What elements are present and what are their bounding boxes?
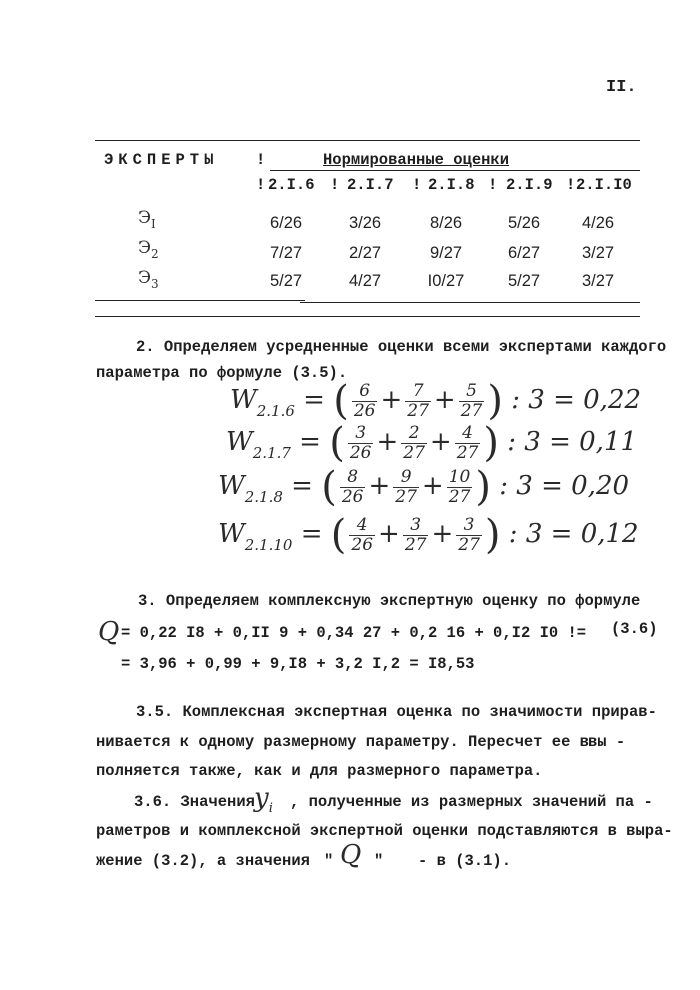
para2-line1: 2. Определяем усредненные оценки всеми экспертами каждого [136,338,667,356]
table-cell: 6/26 [269,214,303,232]
para35-line2a: нивается к одному размерному параметру. Пересчет ее в [96,733,589,751]
para36-line3a: жение (3.2), а значения [96,852,310,870]
table-cell: 6/27 [507,244,541,262]
table-cell: 8/26 [429,214,463,232]
table-cell: 7/27 [269,244,303,262]
formula-w-2-1-7: $W_{2.1.7}$ = ( $\frac{3}{26}$ + $\frac{2}{27}$ + $\frac{4}{27}$ ) : 3 = 0,11 [226,420,638,466]
col-header-2-1-9: 2.I.9 [506,176,553,194]
table-cell: 9/27 [429,244,463,262]
table-cell: 5/26 [507,214,541,232]
table-cell: 4/27 [348,272,382,290]
expert-1-label: $Э_I$ [138,208,156,231]
table-cell: 3/26 [348,214,382,232]
col-sep-3: ! [488,176,498,194]
para36-quote-open: " [324,852,334,870]
para36-line1b: , полученные из размерных значений па - [290,793,653,811]
table-bottom-rule-left [95,300,305,301]
para35-line1: 3.5. Комплексная экспертная оценка по значимости прирав- [136,703,657,721]
para3-eq2: = 3,96 + 0,99 + 9,I8 + 3,2 I,2 = I8,53 [121,655,475,673]
col-header-2-1-6: 2.I.6 [268,176,315,194]
table-bottom-rule [95,316,640,317]
q-symbol: Q [98,617,120,647]
formula-w-2-1-10: $W_{2.1.10}$ = ( $\frac{4}{26}$ + $\frac{3}{27}$ + $\frac{3}{27}$ ) : 3 = 0,12 [218,512,639,558]
col-sep-1: ! [330,176,340,194]
col-header-2-1-10: 2.I.I0 [576,176,632,194]
col-sep-2: ! [412,176,422,194]
para36-line1a: 3.6. Значения [134,793,255,811]
table-cell: 3/27 [581,244,615,262]
col-header-2-1-7: 2.I.7 [347,176,394,194]
expert-3-label: $Э_3$ [138,268,159,291]
table-cell: 4/26 [581,214,615,232]
table-cell: I0/27 [427,272,465,290]
table-top-rule [95,140,640,141]
para35-line3: полняется также, как и для размерного параметра. [96,762,543,780]
normalized-scores-header: Нормированные оценки [323,151,510,169]
q-symbol-inline: Q [340,840,362,870]
table-cell: 5/27 [269,272,303,290]
para36-quote-close: " [374,852,384,870]
equation-number-3-6: (3.6) [611,620,658,638]
experts-header: ЭКСПЕРТЫ [104,151,219,169]
para36-line3b: - в (3.1). [418,852,512,870]
col-sep-0: ! [256,176,266,194]
formula-w-2-1-8: $W_{2.1.8}$ = ( $\frac{8}{26}$ + $\frac{9}{27}$ + $\frac{10}{27}$ ) : 3 = 0,20 [218,464,630,510]
page-number: II. [606,78,637,97]
header-inner-rule [270,170,640,171]
y-symbol: $y_i$ [254,783,273,817]
table-cell: 3/27 [581,272,615,290]
para36-line2: раметров и комплексной экспертной оценки подставляются в выра- [96,822,673,840]
header-separator: ! [256,151,266,169]
para3-line1: 3. Определяем комплексную экспертную оценку по формуле [138,592,641,610]
table-bottom-rule-right [300,302,640,303]
table-cell: 2/27 [348,244,382,262]
para3-eq1: = 0,22 I8 + 0,II 9 + 0,34 27 + 0,2 16 + 0,I2 I0 != [121,624,587,642]
expert-2-label: $Э_2$ [138,238,159,261]
col-header-2-1-8: 2.I.8 [428,176,475,194]
para35-line2b: вы - [588,733,626,751]
para2-line2: параметра по формуле (3.5). [96,364,348,382]
table-cell: 5/27 [507,272,541,290]
col-sep-4: ! [566,176,576,194]
formula-w-2-1-6: $W_{2.1.6}$ = ( $\frac{6}{26}$ + $\frac{7}{27}$ + $\frac{5}{27}$ ) : 3 = 0,22 [230,378,642,424]
